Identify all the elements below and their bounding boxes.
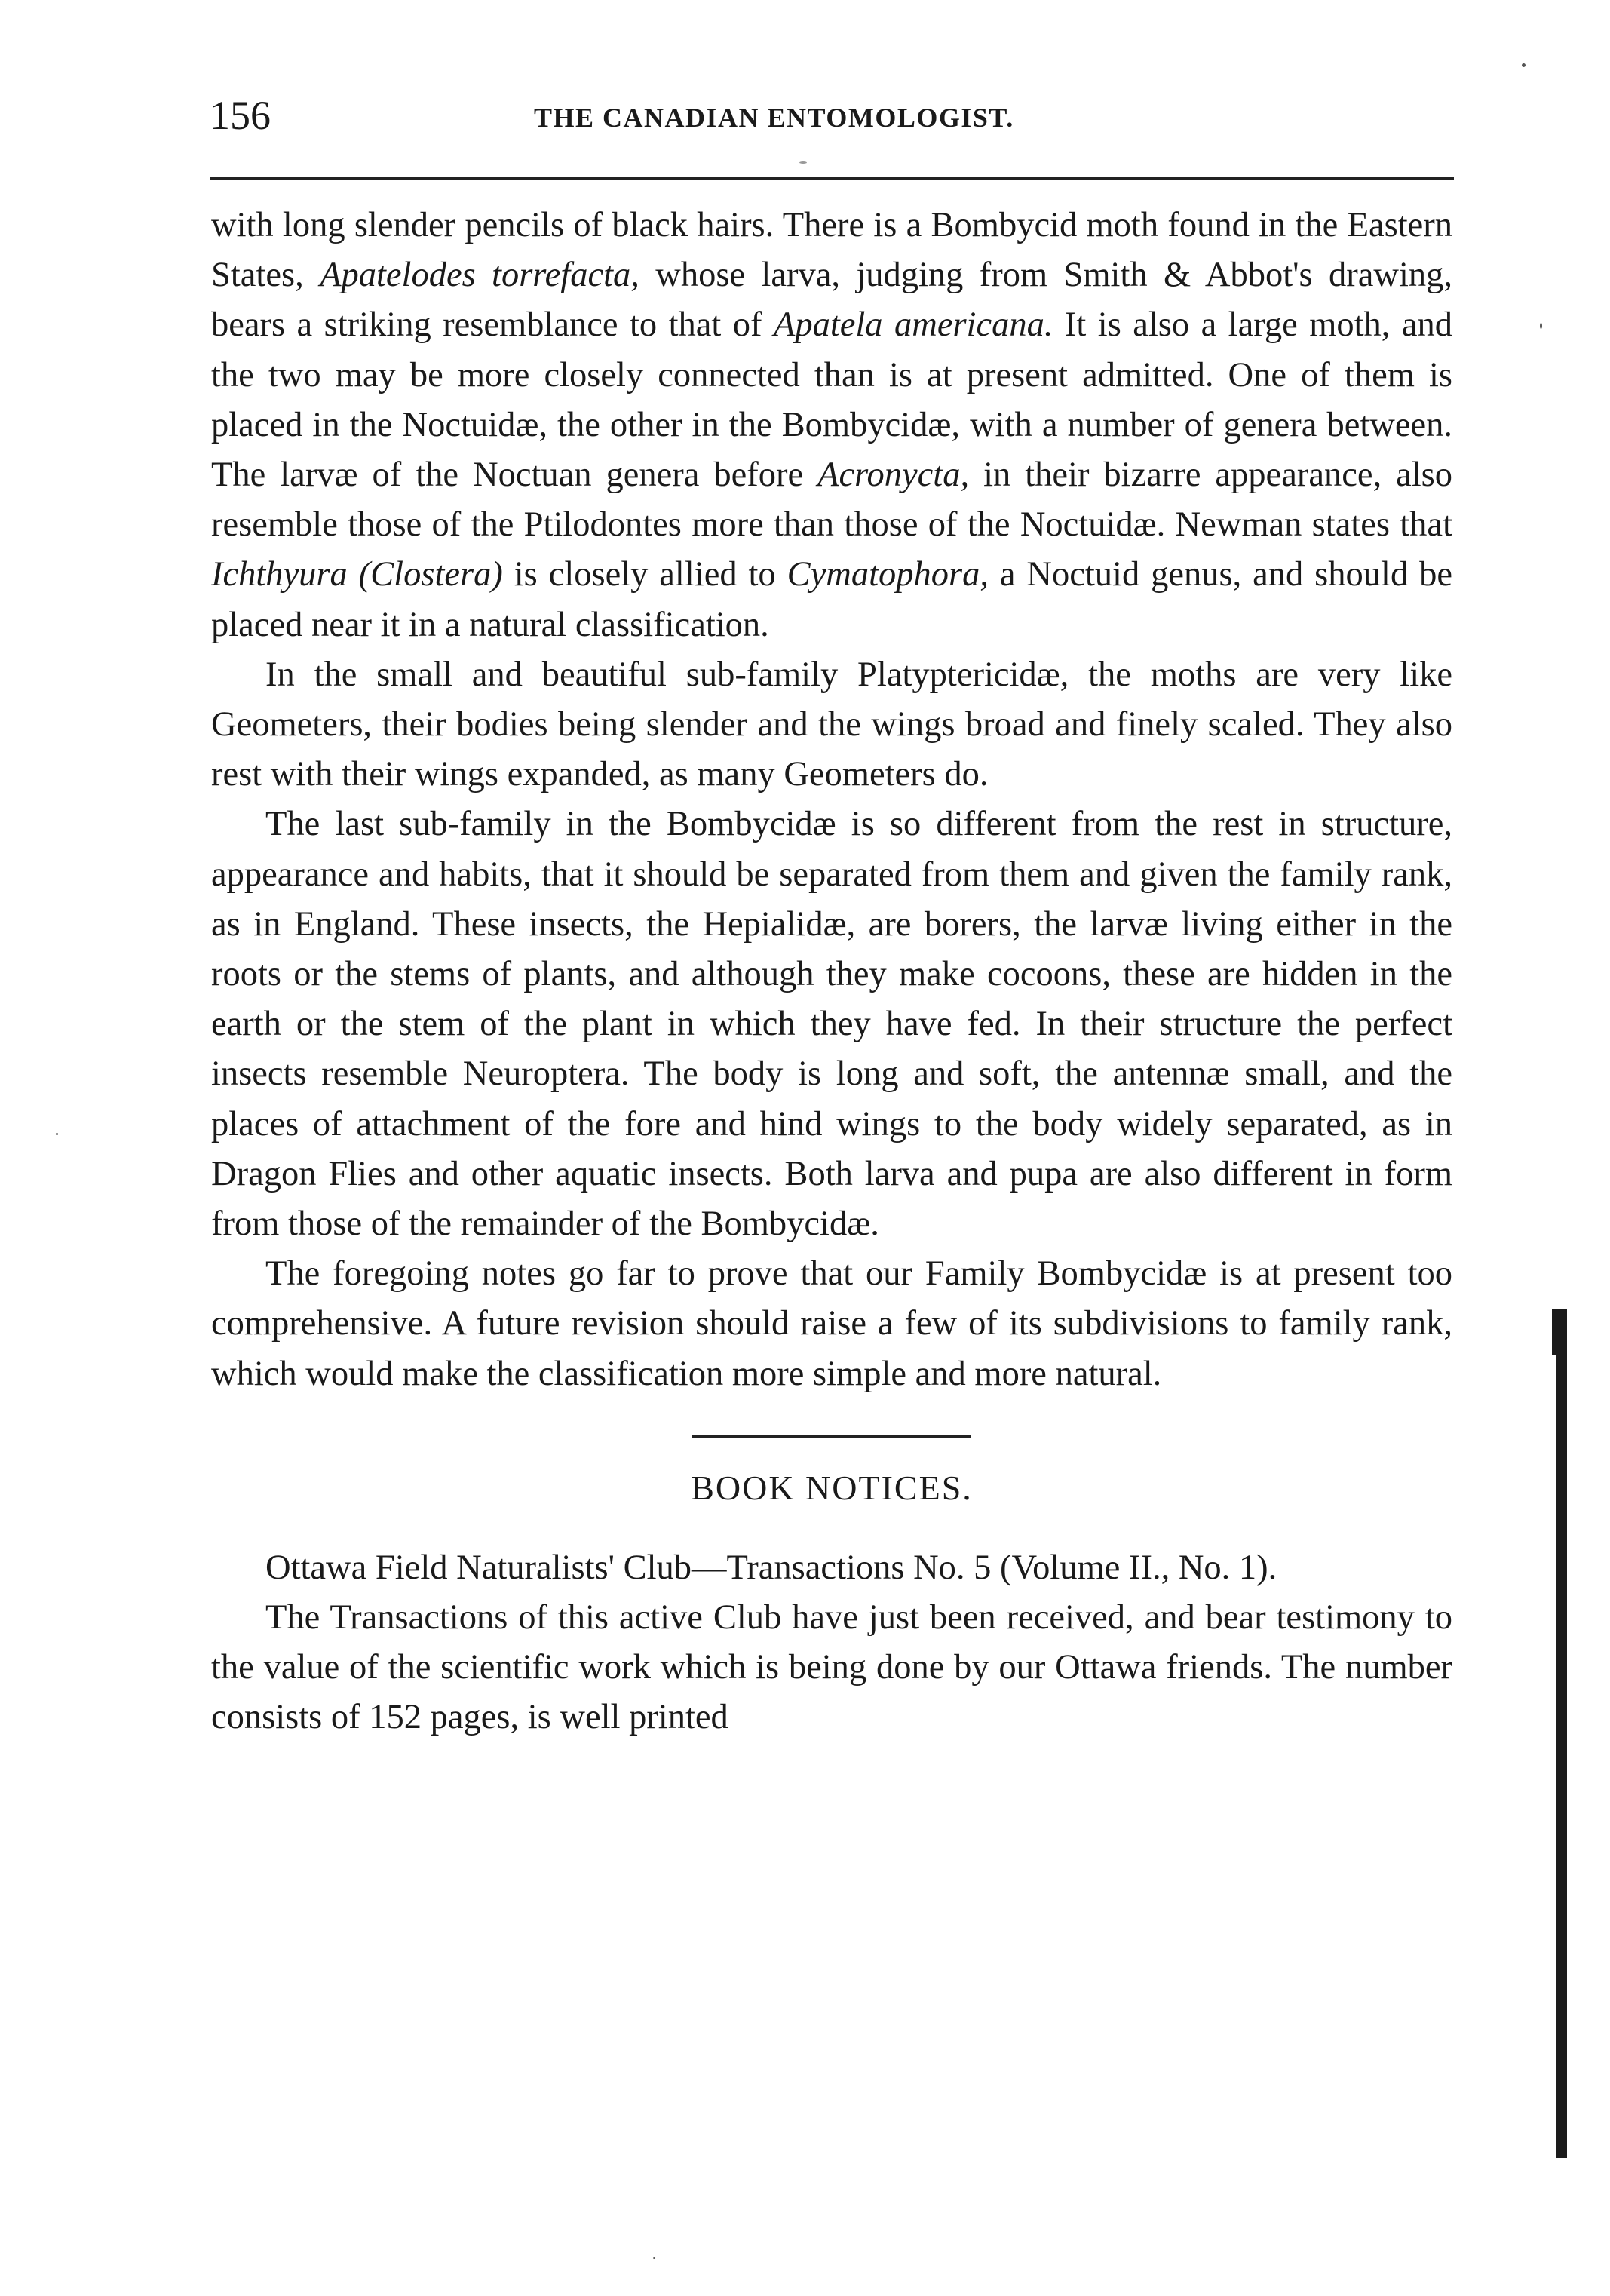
text-run: with long slender pencils of black hairs. There is a Bombycid moth found in the Eastern States, [211,206,1452,295]
text-run: is closely allied to [502,555,787,594]
page-edge-bar [1556,1309,1567,2158]
italic-taxon: Apatela americana. [773,305,1053,345]
italic-taxon: Ichthyura (Clostera) [211,555,503,594]
header-rule [210,177,1454,180]
page-number: 156 [210,93,271,138]
text-run: The last sub-family in the Bombycidæ is so different from the rest in structure, appearance and habits, that it should be separated from them and given the family rank, as in England. These insects, the Hepialidæ, are borers, the larvæ living either in the roots or the stems of plants, and although they make cocoons, these are hidden in the earth or the stem of the plant in which they have fed. In their structure the perfect insects resemble Neuroptera. The body is long and soft, the antennæ small, and the places of attachment of the fore and hind wings to the body widely separated, as in Dragon Flies and other aquatic insects. Both larva and pupa are also different in form from those of the remainder of the Bombycidæ. [211,805,1452,1244]
text-run: In the small and beautiful sub-family Platyptericidæ, the moths are very like Geometers, their bodies being slender and the wings broad and finely scaled. They also rest with their wings expanded, as many Geometers do. [211,655,1452,794]
running-title: THE CANADIAN ENTOMOLOGIST. [534,103,1014,133]
italic-taxon: Cymatophora, [787,555,989,594]
paragraph [211,1249,1452,1399]
text-run: The Transactions of this active Club have just been received, and bear testimony to the value of the scientific work which is being done by our Ottawa friends. The number consists of 152 pages, is well printed [211,1598,1452,1737]
text-run: a Noctuid genus, and should be placed near it in a natural classification. [211,555,1452,644]
scan-speck [799,161,807,164]
paragraph [211,800,1452,1249]
page-header [210,89,1454,142]
paragraph [211,201,1452,650]
section-heading: BOOK NOTICES. [691,1468,973,1507]
scan-speck [1522,63,1526,67]
section-divider [692,1435,971,1438]
book-notices-paragraphs [211,1543,1452,1743]
text-run: It is also a large moth, and the two may be more closely connected than is at present admitted. One of them is placed in the Noctuidæ, the other in the Bombycidæ, with a number of genera between. The larvæ of the Noctuan genera before [211,305,1452,495]
text-run: whose larva, judging from Smith & Abbot's drawing, bears a striking resemblance to that of [211,256,1453,345]
paragraph [211,1543,1452,1593]
paragraph [211,650,1452,800]
text-run: in their bizarre appearance, also resemble those of the Ptilodontes more than those of the Noctuidæ. Newman states that [211,456,1452,545]
paragraph [211,1593,1452,1743]
article-paragraphs [211,201,1452,1399]
scan-speck [653,2257,655,2259]
scan-speck [56,1133,58,1135]
scan-speck [1540,323,1542,329]
article-body [211,201,1452,1743]
text-run: The foregoing notes go far to prove that our Family Bombycidæ is at present too comprehensive. A future revision should raise a few of its subdivisions to family rank, which would make the classification more simple and more natural. [211,1254,1452,1393]
italic-taxon: Acronycta, [817,456,970,495]
italic-taxon: Apatelodes torrefacta, [320,256,639,295]
text-run: Ottawa Field Naturalists' Club—Transactions No. 5 (Volume II., No. 1). [265,1548,1277,1587]
